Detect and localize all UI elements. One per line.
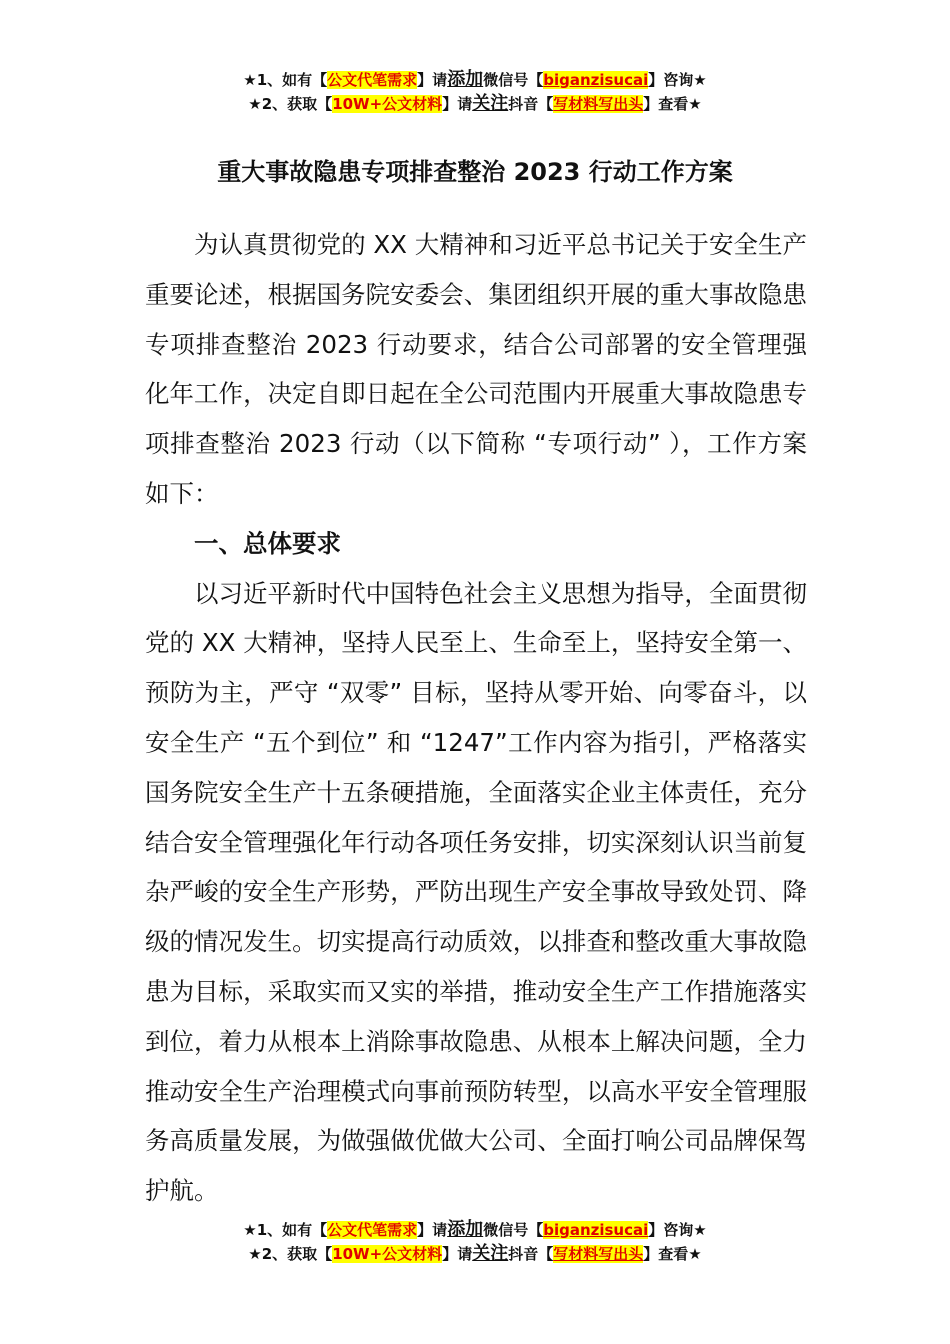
promo-emphasis: 关注 <box>472 1243 509 1264</box>
promo-line-1 <box>0 68 950 92</box>
promo-text: 微信号【 <box>483 71 544 89</box>
promo-text: 】请 <box>417 1221 448 1239</box>
promo-text: 】咨询★ <box>648 71 707 89</box>
promo-highlight: 公文代笔需求 <box>327 1221 418 1239</box>
promo-text: 】咨询★ <box>648 1221 707 1239</box>
promo-highlight: 10W+公文材料 <box>332 95 443 113</box>
promo-line-1 <box>0 1218 950 1242</box>
document-body <box>145 220 807 1216</box>
promo-line-2 <box>0 92 950 116</box>
promo-text: 抖音【 <box>508 1245 554 1263</box>
section-heading: 一、总体要求 <box>194 528 341 558</box>
promo-highlight: 公文代笔需求 <box>327 71 418 89</box>
promo-line-2 <box>0 1242 950 1266</box>
promo-emphasis: 添加 <box>447 69 484 90</box>
section-paragraph: 以习近平新时代中国特色社会主义思想为指导，全面贯彻党的 XX 大精神，坚持人民至上、生命至上，坚持安全第一、预防为主，严守 “双零” 目标，坚持从零开始、向零奋斗，以安全生产 “五个到位” 和 “1247”工作内容为指引，严格落实国务院安全生产十五条硬措施，全面落实企业主体责任，充分结合安全管理强化年行动各项任务安排，切实深刻认识当前复杂严峻的安全生产形势，严防出现生产安全事故导致处罚、降级的情况发生。切实提高行动质效，以排查和整改重大事故隐患为目标，采取实而又实的举措，推动安全生产工作措施落实到位，着力从根本上消除事故隐患、从根本上解决问题，全力推动安全生产治理模式向事前预防转型，以高水平安全管理服务高质量发展，为做强做优做大公司、全面打响公司品牌保驾护航。 <box>145 578 807 1206</box>
douyin-id: 写材料写出头 <box>553 1245 644 1263</box>
douyin-id: 写材料写出头 <box>553 95 644 113</box>
promo-text: 】请 <box>417 71 448 89</box>
promo-text: 】查看★ <box>643 1245 702 1263</box>
document-title: 重大事故隐患专项排查整治 2023 行动工作方案 <box>217 158 733 186</box>
promo-text: 抖音【 <box>508 95 554 113</box>
promo-text: ★1、如有【 <box>243 71 328 89</box>
promo-header <box>0 68 950 116</box>
promo-text: ★2、获取【 <box>248 95 333 113</box>
promo-footer <box>0 1218 950 1266</box>
promo-text: 】请 <box>442 95 473 113</box>
wechat-id: biganzisucai <box>543 1221 649 1239</box>
promo-text: ★2、获取【 <box>248 1245 333 1263</box>
promo-text: ★1、如有【 <box>243 1221 328 1239</box>
promo-text: 】查看★ <box>643 95 702 113</box>
promo-text: 微信号【 <box>483 1221 544 1239</box>
promo-text: 】请 <box>442 1245 473 1263</box>
promo-emphasis: 关注 <box>472 93 509 114</box>
intro-paragraph: 为认真贯彻党的 XX 大精神和习近平总书记关于安全生产重要论述，根据国务院安委会、集团组织开展的重大事故隐患专项排查整治 2023 行动要求，结合公司部署的安全管理强化年工作，决定自即日起在全公司范围内开展重大事故隐患专项排查整治 2023 行动（以下简称 “专项行动” ），工作方案如下： <box>145 230 807 508</box>
promo-highlight: 10W+公文材料 <box>332 1245 443 1263</box>
promo-emphasis: 添加 <box>447 1219 484 1240</box>
wechat-id: biganzisucai <box>543 71 649 89</box>
